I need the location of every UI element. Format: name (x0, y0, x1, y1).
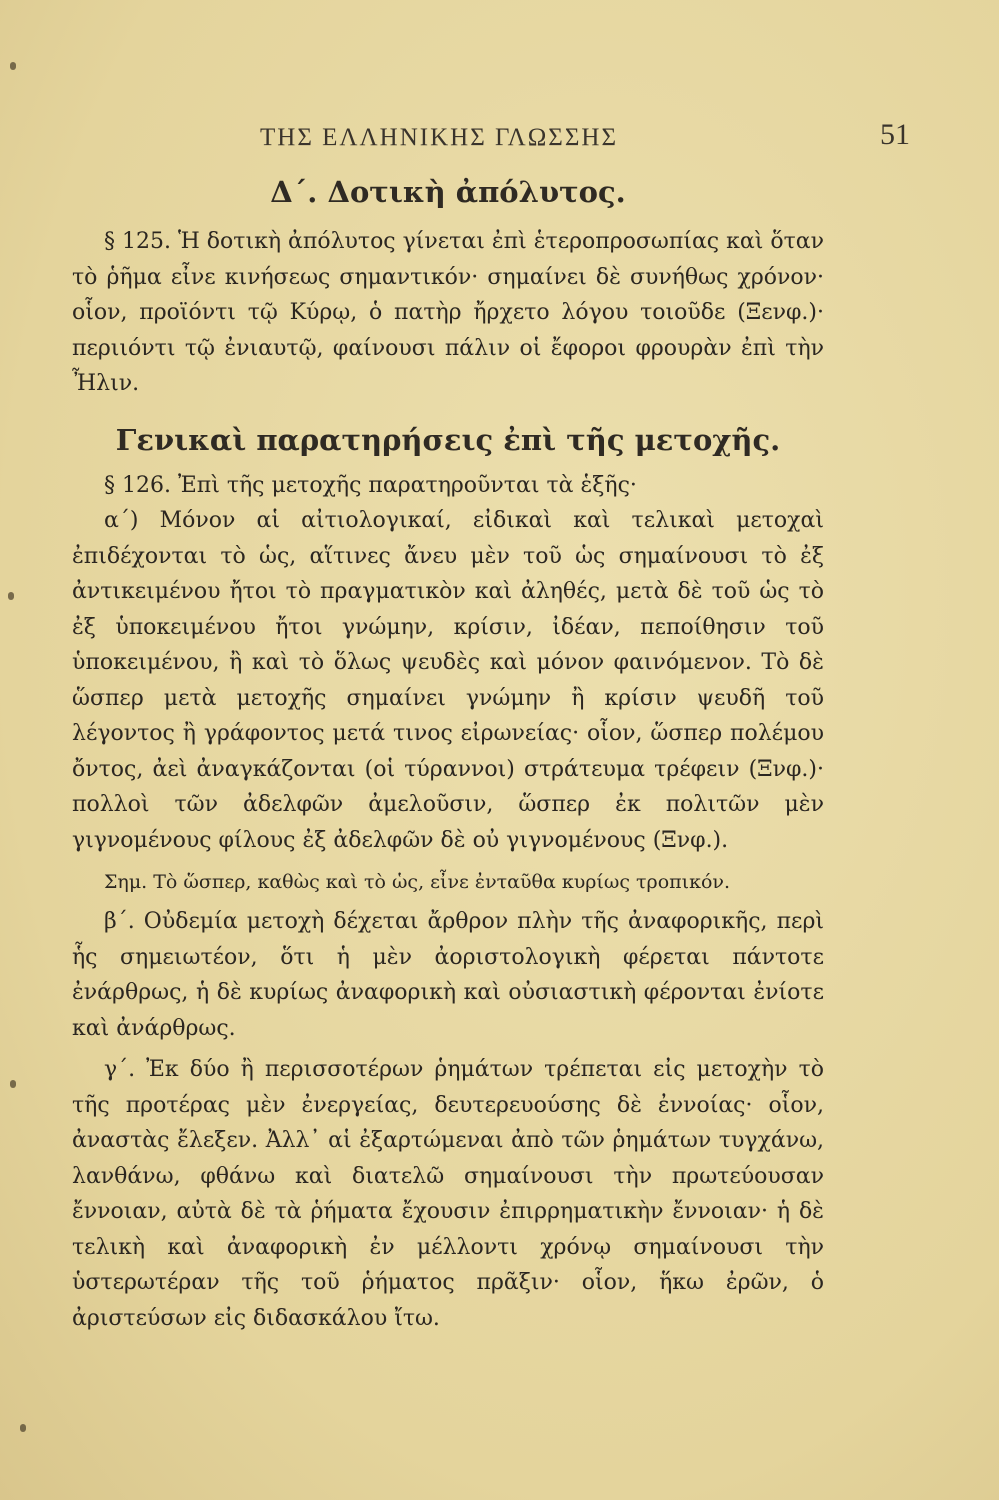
note: Σημ. Τὸ ὥσπερ, καθὼς καὶ τὸ ὡς, εἶνε ἐνταῦθα κυρίως τροπικόν. (104, 871, 731, 893)
margin-mark (10, 62, 16, 70)
paragraph-item-c: γ΄. Ἐκ δύο ἢ περισσοτέρων ῥημάτων τρέπεται εἰς μετοχὴν τὸ τῆς προτέρας μὲν ἐνεργείας, δευτερευούσης δὲ ἐννοίας· οἷον, ἀναστὰς ἔλεξεν. Ἀλλ᾽ αἱ ἐξαρτώμεναι ἀπὸ τῶν ῥημάτων τυγχάνω, λανθάνω, φθάνω καὶ διατελῶ σημαίνουσι τὴν πρωτεύουσαν ἔννοιαν, αὐτὰ δὲ τὰ ῥήματα ἔχουσιν ἐπιρρηματικὴν ἔννοιαν· ἡ δὲ τελικὴ καὶ ἀναφορικὴ ἐν μέλλοντι χρόνῳ σημαίνουσι τὴν ὑστερωτέραν τῆς τοῦ ῥήματος πρᾶξιν· οἷον, ἥκω ἐρῶν, ὁ ἀριστεύσων εἰς διδασκάλου ἴτω. (72, 1057, 824, 1331)
page-number: 51 (880, 118, 910, 151)
paragraph-item-a: α΄) Μόνον αἱ αἰτιολογικαί, εἰδικαὶ καὶ τελικαὶ μετοχαὶ ἐπιδέχονται τὸ ὡς, αἵτινες ἄνευ μὲν τοῦ ὡς σημαίνουσι τὸ ἐξ ἀντικειμένου ἤτοι τὸ πραγματικὸν καὶ ἀληθές, μετὰ δὲ τοῦ ὡς τὸ ἐξ ὑποκειμένου ἤτοι γνώμην, κρίσιν, ἰδέαν, πεποίθησιν τοῦ ὑποκειμένου, ἢ καὶ τὸ ὅλως ψευδὲς καὶ μόνον φαινόμενον. Τὸ δὲ ὥσπερ μετὰ μετοχῆς σημαίνει γνώμην ἢ κρίσιν ψευδῆ τοῦ λέγοντος ἢ γράφοντος μετά τινος εἰρωνείας· οἷον, ὥσπερ πολέμου ὄντος, ἀεὶ ἀναγκάζονται (οἱ τύραννοι) στράτευμα τρέφειν (Ξνφ.)· πολλοὶ τῶν ἀδελφῶν ἀμελοῦσιν, ὥσπερ ἐκ πολιτῶν μὲν γιγνομένους φίλους ἐξ ἀδελφῶν δὲ οὐ γιγνομένους (Ξνφ.). (72, 508, 824, 853)
margin-mark (8, 592, 14, 600)
margin-mark (10, 1080, 16, 1088)
margin-mark (20, 1424, 26, 1432)
running-title: ΤΗΣ ΕΛΛΗΝΙΚΗΣ ΓΛΩΣΣΗΣ (260, 124, 618, 151)
paragraph-item-b: β΄. Οὐδεμία μετοχὴ δέχεται ἄρθρον πλὴν τῆς ἀναφορικῆς, περὶ ἧς σημειωτέον, ὅτι ἡ μὲν ἀοριστολογικὴ φέρεται πάντοτε ἐνάρθρως, ἡ δὲ κυρίως ἀναφορικὴ καὶ οὐσιαστικὴ φέρονται ἐνίοτε καὶ ἀνάρθρως. (72, 909, 824, 1041)
section-heading-dative-absolute: Δ΄. Δοτικὴ ἀπόλυτος. (270, 175, 626, 209)
running-head (90, 118, 920, 158)
section-heading-participle-remarks: Γενικαὶ παρατηρήσεις ἐπὶ τῆς μετοχῆς. (115, 422, 781, 457)
page-content (72, 172, 824, 1336)
paragraph-125: § 125. Ἡ δοτικὴ ἀπόλυτος γίνεται ἐπὶ ἑτεροπροσωπίας καὶ ὅταν τὸ ῥῆμα εἶνε κινήσεως σημαντικόν· σημαίνει δὲ συνήθως χρόνον· οἷον, προϊόντι τῷ Κύρῳ, ὁ πατὴρ ἤρχετο λόγου τοιοῦδε (Ξενφ.)· περιιόντι τῷ ἐνιαυτῷ, φαίνουσι πάλιν οἱ ἔφοροι φρουρὰν ἐπὶ τὴν Ἦλιν. (72, 229, 824, 396)
paragraph-126: § 126. Ἐπὶ τῆς μετοχῆς παρατηροῦνται τὰ ἑξῆς· (104, 472, 637, 498)
